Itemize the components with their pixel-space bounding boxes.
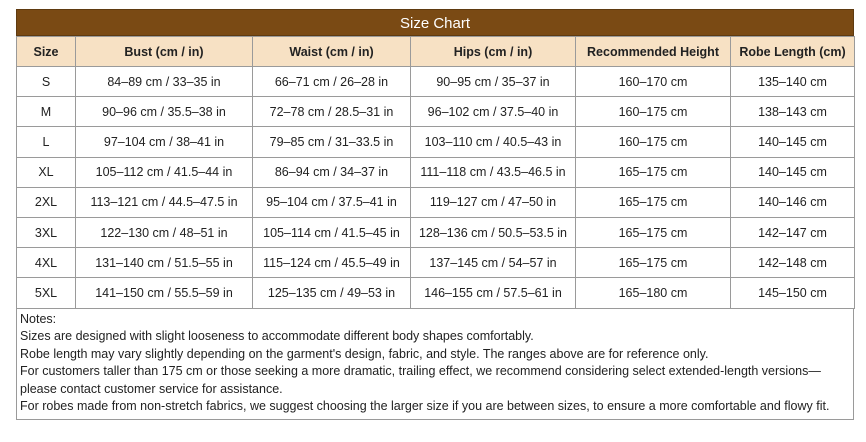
cell-robe-length: 145–150 cm (731, 278, 855, 308)
cell-height: 160–170 cm (576, 67, 731, 97)
chart-title: Size Chart (16, 9, 854, 36)
cell-hips: 137–145 cm / 54–57 in (411, 248, 576, 278)
cell-size: 2XL (17, 187, 76, 217)
cell-robe-length: 142–147 cm (731, 217, 855, 247)
cell-robe-length: 138–143 cm (731, 97, 855, 127)
cell-hips: 103–110 cm / 40.5–43 in (411, 127, 576, 157)
note-line: Robe length may vary slightly depending on the garment's design, fabric, and style. The ranges above are for reference only. (20, 346, 709, 361)
cell-size: XL (17, 157, 76, 187)
cell-height: 160–175 cm (576, 97, 731, 127)
cell-robe-length: 140–146 cm (731, 187, 855, 217)
cell-bust: 141–150 cm / 55.5–59 in (76, 278, 253, 308)
table-row (17, 157, 855, 187)
cell-bust: 131–140 cm / 51.5–55 in (76, 248, 253, 278)
table-row (17, 97, 855, 127)
cell-waist: 79–85 cm / 31–33.5 in (253, 127, 411, 157)
cell-bust: 113–121 cm / 44.5–47.5 in (76, 187, 253, 217)
header-hips: Hips (cm / in) (411, 37, 576, 67)
cell-hips: 119–127 cm / 47–50 in (411, 187, 576, 217)
notes-heading: Notes: (20, 311, 57, 326)
table-row (17, 127, 855, 157)
cell-bust: 97–104 cm / 38–41 in (76, 127, 253, 157)
cell-bust: 84–89 cm / 33–35 in (76, 67, 253, 97)
cell-size: L (17, 127, 76, 157)
header-waist: Waist (cm / in) (253, 37, 411, 67)
cell-size: 4XL (17, 248, 76, 278)
header-size: Size (17, 37, 76, 67)
header-bust: Bust (cm / in) (76, 37, 253, 67)
cell-bust: 122–130 cm / 48–51 in (76, 217, 253, 247)
cell-height: 160–175 cm (576, 127, 731, 157)
cell-waist: 105–114 cm / 41.5–45 in (253, 217, 411, 247)
cell-hips: 128–136 cm / 50.5–53.5 in (411, 217, 576, 247)
cell-hips: 96–102 cm / 37.5–40 in (411, 97, 576, 127)
cell-bust: 90–96 cm / 35.5–38 in (76, 97, 253, 127)
size-table (16, 36, 855, 309)
cell-waist: 72–78 cm / 28.5–31 in (253, 97, 411, 127)
notes-section (16, 309, 854, 421)
cell-bust: 105–112 cm / 41.5–44 in (76, 157, 253, 187)
cell-size: M (17, 97, 76, 127)
cell-robe-length: 140–145 cm (731, 157, 855, 187)
cell-height: 165–180 cm (576, 278, 731, 308)
note-line: Sizes are designed with slight looseness to accommodate different body shapes comfortably. (20, 329, 534, 344)
note-line: For customers taller than 175 cm or those seeking a more dramatic, trailing effect, we recommend considering select extended-length versions—please contact customer service for assistance. (20, 364, 821, 396)
table-row (17, 217, 855, 247)
header-row (17, 37, 855, 67)
cell-robe-length: 142–148 cm (731, 248, 855, 278)
cell-hips: 111–118 cm / 43.5–46.5 in (411, 157, 576, 187)
table-row (17, 248, 855, 278)
table-row (17, 187, 855, 217)
cell-hips: 146–155 cm / 57.5–61 in (411, 278, 576, 308)
cell-size: 5XL (17, 278, 76, 308)
cell-waist: 66–71 cm / 26–28 in (253, 67, 411, 97)
table-row (17, 278, 855, 308)
header-recommended-height: Recommended Height (576, 37, 731, 67)
cell-size: S (17, 67, 76, 97)
cell-size: 3XL (17, 217, 76, 247)
cell-waist: 125–135 cm / 49–53 in (253, 278, 411, 308)
cell-height: 165–175 cm (576, 248, 731, 278)
cell-height: 165–175 cm (576, 217, 731, 247)
cell-waist: 86–94 cm / 34–37 in (253, 157, 411, 187)
cell-robe-length: 135–140 cm (731, 67, 855, 97)
note-line: For robes made from non-stretch fabrics, we suggest choosing the larger size if you are between sizes, to ensure a more comfortable and flowy fit. (20, 399, 830, 414)
cell-waist: 95–104 cm / 37.5–41 in (253, 187, 411, 217)
cell-height: 165–175 cm (576, 187, 731, 217)
cell-waist: 115–124 cm / 45.5–49 in (253, 248, 411, 278)
table-row (17, 67, 855, 97)
cell-height: 165–175 cm (576, 157, 731, 187)
cell-hips: 90–95 cm / 35–37 in (411, 67, 576, 97)
cell-robe-length: 140–145 cm (731, 127, 855, 157)
size-chart (16, 9, 854, 420)
header-robe-length: Robe Length (cm) (731, 37, 855, 67)
